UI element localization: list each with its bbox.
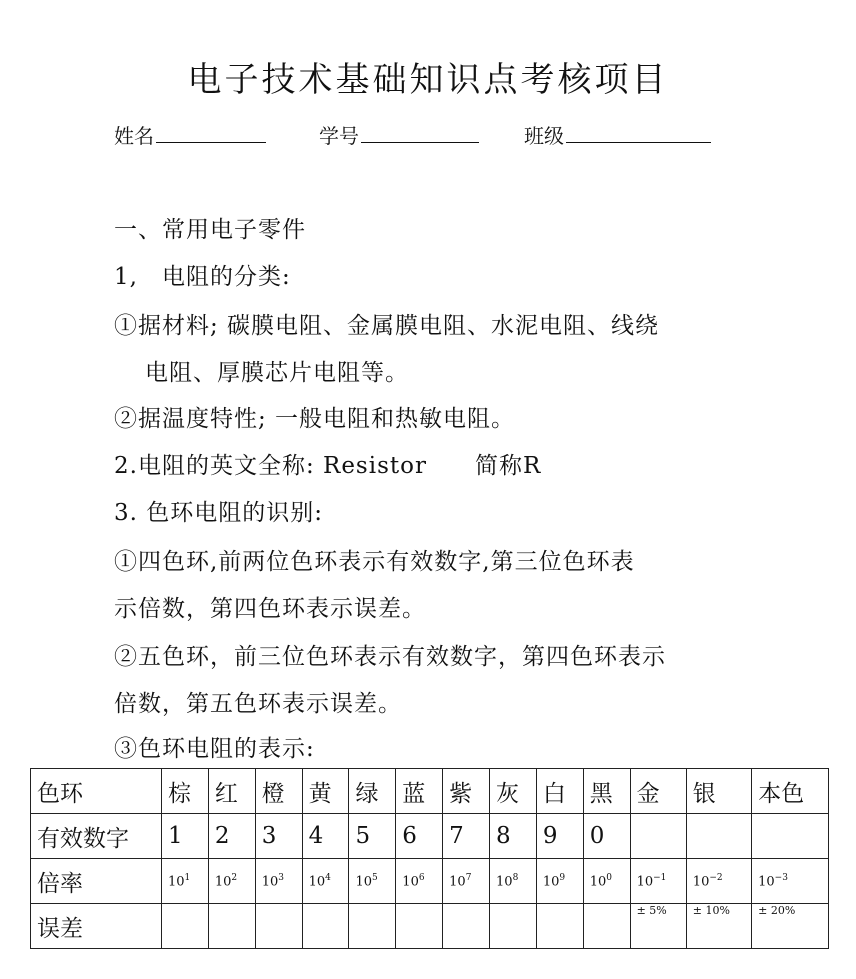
color-cell: 橙 — [255, 769, 302, 814]
multiplier-cell: $10^1$ — [162, 859, 209, 904]
student-id-field — [319, 120, 479, 149]
student-id-label: 学号 — [319, 124, 359, 148]
digit-cell — [752, 814, 829, 859]
paragraph-line: ③色环电阻的表示: — [114, 736, 315, 762]
tolerance-cell — [583, 904, 630, 949]
tolerance-cell — [255, 904, 302, 949]
digit-cell — [630, 814, 686, 859]
color-cell: 红 — [208, 769, 255, 814]
page-title: 电子技术基础知识点考核项目 — [187, 60, 669, 100]
color-cell: 蓝 — [396, 769, 443, 814]
class-label: 班级 — [524, 124, 564, 148]
tolerance-cell: ± 5% — [630, 904, 686, 949]
digit-cell: 1 — [162, 814, 209, 859]
color-cell: 紫 — [443, 769, 490, 814]
digit-cell: 4 — [302, 814, 349, 859]
name-blank[interactable] — [156, 120, 266, 143]
digit-cell: 9 — [536, 814, 583, 859]
tolerance-cell — [349, 904, 396, 949]
paragraph-line: ②五色环，前三位色环表示有效数字，第四色环表示 — [114, 644, 666, 670]
table-row — [31, 769, 829, 814]
color-code-table — [30, 768, 829, 949]
tolerance-cell — [490, 904, 537, 949]
color-cell: 黑 — [583, 769, 630, 814]
multiplier-cell: $10^7$ — [443, 859, 490, 904]
multiplier-cell: $10^8$ — [490, 859, 537, 904]
multiplier-cell: $10^4$ — [302, 859, 349, 904]
color-cell: 绿 — [349, 769, 396, 814]
tolerance-cell: ± 20% — [752, 904, 829, 949]
tolerance-cell — [396, 904, 443, 949]
item-heading: 1, 电阻的分类: — [114, 264, 291, 290]
paragraph-line: 倍数，第五色环表示误差。 — [114, 691, 402, 717]
section-heading: 一、常用电子零件 — [114, 217, 306, 243]
multiplier-cell: $10^{-1}$ — [630, 859, 686, 904]
item-heading: 3. 色环电阻的识别: — [114, 500, 324, 526]
tolerance-cell — [443, 904, 490, 949]
multiplier-cell: $10^{-3}$ — [752, 859, 829, 904]
color-cell: 白 — [536, 769, 583, 814]
tolerance-cell — [302, 904, 349, 949]
multiplier-cell: $10^0$ — [583, 859, 630, 904]
paragraph-line: ①据材料; 碳膜电阻、金属膜电阻、水泥电阻、线绕 — [114, 313, 660, 339]
color-cell: 金 — [630, 769, 686, 814]
color-cell: 本色 — [752, 769, 829, 814]
digit-cell: 7 — [443, 814, 490, 859]
digit-cell: 5 — [349, 814, 396, 859]
multiplier-cell: $10^9$ — [536, 859, 583, 904]
class-blank[interactable] — [566, 120, 711, 143]
digit-cell: 0 — [583, 814, 630, 859]
multiplier-cell: $10^2$ — [208, 859, 255, 904]
name-field — [114, 120, 266, 149]
color-cell: 灰 — [490, 769, 537, 814]
row-header: 色环 — [31, 769, 162, 814]
row-header: 倍率 — [31, 859, 162, 904]
digit-cell: 8 — [490, 814, 537, 859]
digit-cell: 2 — [208, 814, 255, 859]
student-id-blank[interactable] — [361, 120, 479, 143]
table-row — [31, 859, 829, 904]
tolerance-cell — [208, 904, 255, 949]
digit-cell — [686, 814, 751, 859]
digit-cell: 3 — [255, 814, 302, 859]
table-row — [31, 814, 829, 859]
row-header: 误差 — [31, 904, 162, 949]
table-row — [31, 904, 829, 949]
tolerance-cell: ± 10% — [686, 904, 751, 949]
multiplier-cell: $10^3$ — [255, 859, 302, 904]
multiplier-cell: $10^5$ — [349, 859, 396, 904]
class-field — [524, 120, 711, 149]
color-cell: 银 — [686, 769, 751, 814]
tolerance-cell — [536, 904, 583, 949]
paragraph-line: 电阻、厚膜芯片电阻等。 — [145, 360, 409, 386]
item-heading: 2.电阻的英文全称: Resistor 简称R — [114, 453, 542, 479]
color-cell: 棕 — [162, 769, 209, 814]
color-cell: 黄 — [302, 769, 349, 814]
multiplier-cell: $10^{-2}$ — [686, 859, 751, 904]
paragraph-line: 示倍数，第四色环表示误差。 — [114, 596, 426, 622]
paragraph-line: ②据温度特性; 一般电阻和热敏电阻。 — [114, 406, 516, 432]
row-header: 有效数字 — [31, 814, 162, 859]
tolerance-cell — [162, 904, 209, 949]
name-label: 姓名 — [114, 124, 154, 148]
digit-cell: 6 — [396, 814, 443, 859]
multiplier-cell: $10^6$ — [396, 859, 443, 904]
paragraph-line: ①四色环,前两位色环表示有效数字,第三位色环表 — [114, 549, 635, 575]
